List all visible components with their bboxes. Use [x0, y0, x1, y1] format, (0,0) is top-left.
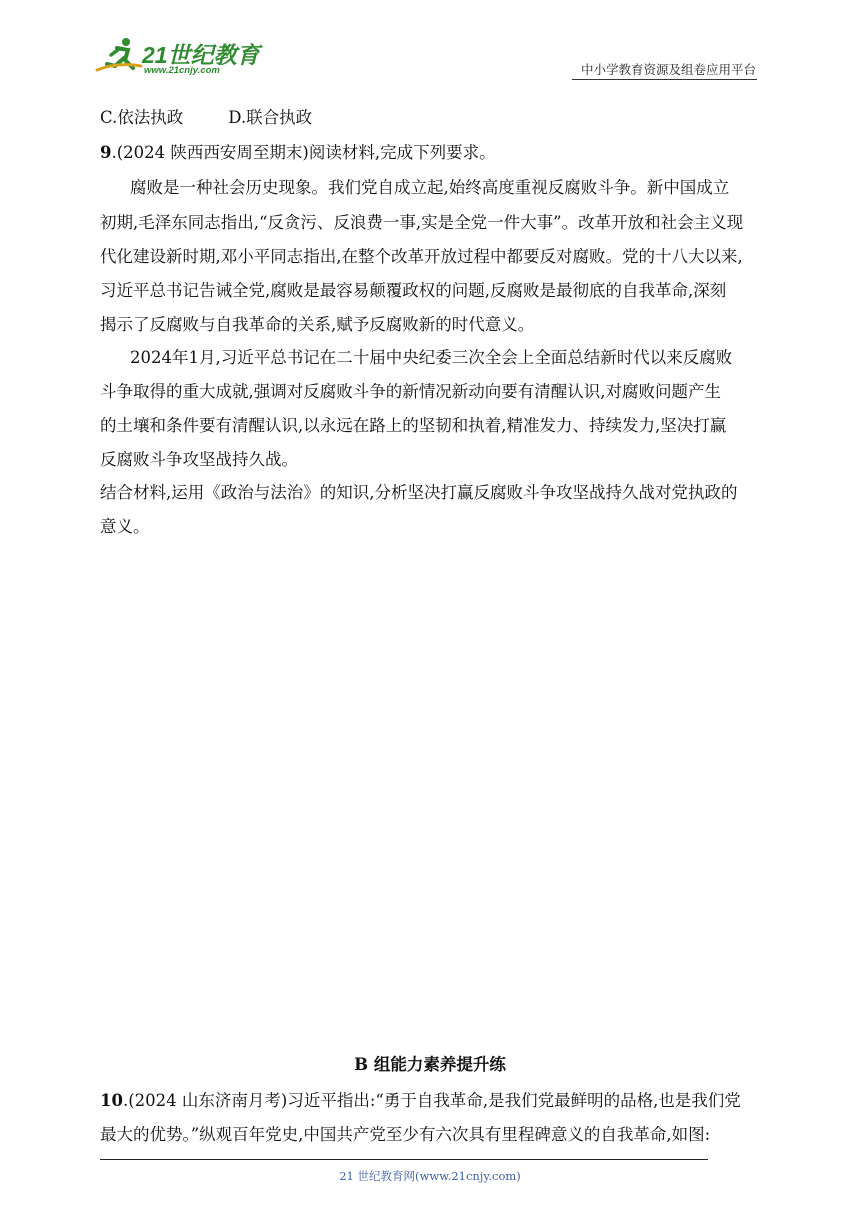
q9-p2-line-2: 斗争取得的重大成就,强调对反腐败斗争的新情况新动向要有清醒认识,对腐败问题产生: [100, 382, 721, 401]
runner-logo-icon: [95, 36, 145, 76]
q9-p1-line-4: 习近平总书记告诫全党,腐败是最容易颠覆政权的问题,反腐败是最彻底的自我革命,深刻: [100, 281, 727, 300]
q9-p1-line-2: 初期,毛泽东同志指出,“反贪污、反浪费一事,实是全党一件大事”。改革开放和社会主义现: [100, 213, 744, 232]
section-b-title: B 组能力素养提升练: [354, 1055, 506, 1074]
platform-tagline: 中小学教育资源及组卷应用平台: [580, 62, 756, 77]
q9-p2-line-3: 的土壤和条件要有清醒认识,以永远在路上的坚韧和执着,精准发力、持续发力,坚决打赢: [100, 416, 727, 435]
q9-number: 9: [100, 143, 112, 162]
q9-p2-line-1: 2024年1月,习近平总书记在二十届中央纪委三次全会上全面总结新时代以来反腐败: [130, 348, 733, 367]
header-divider: [572, 79, 757, 80]
site-logo[interactable]: [95, 36, 265, 76]
page-header: [0, 0, 860, 80]
q9-p1-line-3: 代化建设新时期,邓小平同志指出,在整个改革开放过程中都要反对腐败。党的十八大以来,: [100, 247, 743, 266]
option-d: D.联合执政: [228, 108, 313, 127]
q9-task-line-1: 结合材料,运用《政治与法治》的知识,分析坚决打赢反腐败斗争攻坚战持久战对党执政的: [100, 483, 738, 502]
option-c: C.依法执政: [100, 108, 184, 127]
q9-p1-line-1: 腐败是一种社会历史现象。我们党自成立起,始终高度重视反腐败斗争。新中国成立: [130, 178, 730, 197]
q9-task-line-2: 意义。: [100, 517, 150, 536]
q10-number: 10: [100, 1091, 123, 1110]
q10-line-2: 最大的优势。”纵观百年党史,中国共产党至少有六次具有里程碑意义的自我革命,如图:: [100, 1125, 711, 1144]
footer-divider: [100, 1159, 708, 1160]
logo-text: 21世纪教育: [142, 42, 260, 68]
q9-p2-line-4: 反腐败斗争攻坚战持久战。: [100, 450, 298, 469]
footer-link[interactable]: 21 世纪教育网(www.21cnjy.com): [339, 1169, 521, 1183]
q10-line-1: [100, 1087, 760, 1111]
q9-stem-text: .(2024 陕西西安周至期末)阅读材料,完成下列要求。: [111, 143, 496, 162]
q9-p1-line-5: 揭示了反腐败与自我革命的关系,赋予反腐败新的时代意义。: [100, 315, 535, 334]
q10-line-1-text: .(2024 山东济南月考)习近平指出:“勇于自我革命,是我们党最鲜明的品格,也是我们党: [122, 1091, 741, 1110]
q9-stem: [100, 139, 496, 163]
q8-options: [100, 104, 312, 128]
logo-url: www.21cnjy.com: [144, 65, 220, 76]
